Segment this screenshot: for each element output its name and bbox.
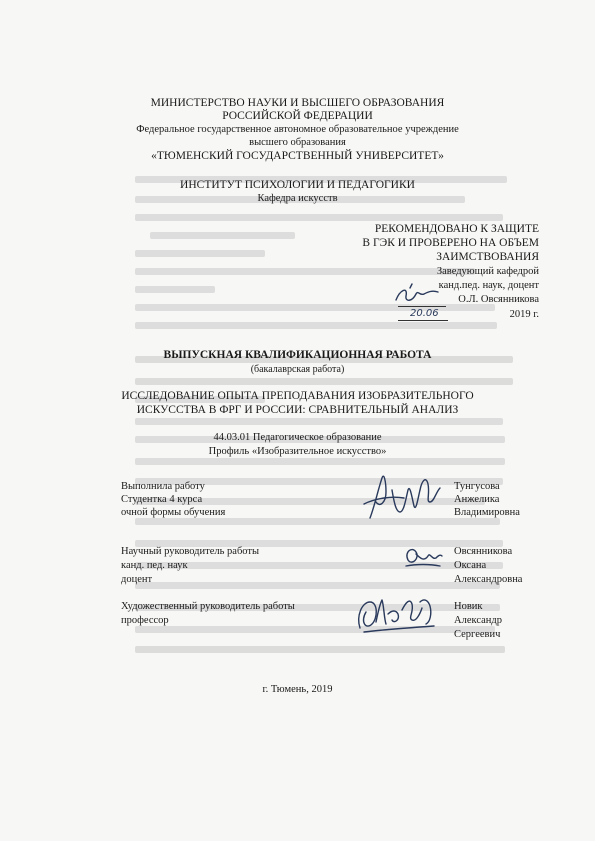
approval-line-2: В ГЭК И ПРОВЕРЕНО НА ОБЪЕМ bbox=[362, 237, 539, 249]
university-name: «ТЮМЕНСКИЙ ГОСУДАРСТВЕННЫЙ УНИВЕРСИТЕТ» bbox=[151, 150, 444, 162]
work-level: (бакалаврская работа) bbox=[250, 364, 345, 375]
supervisor-title: доцент bbox=[121, 574, 153, 585]
approval-line-3: ЗАИМСТВОВАНИЯ bbox=[436, 251, 539, 263]
place-and-year: г. Тюмень, 2019 bbox=[262, 684, 333, 695]
department-name: Кафедра искусств bbox=[257, 193, 338, 204]
author-signature bbox=[356, 468, 448, 524]
art-supervisor-surname: Новик bbox=[454, 601, 483, 612]
supervisor-surname: Овсянникова bbox=[454, 546, 513, 557]
author-status-1: Студентка 4 курса bbox=[121, 494, 203, 505]
ministry-line-2: РОССИЙСКОЙ ФЕДЕРАЦИИ bbox=[222, 110, 373, 122]
approval-line-1: РЕКОМЕНДОВАНО К ЗАЩИТЕ bbox=[374, 223, 539, 235]
author-status-2: очной формы обучения bbox=[121, 507, 226, 518]
supervisor-role: Научный руководитель работы bbox=[121, 546, 260, 557]
author-name: Анжелика bbox=[454, 494, 500, 505]
program-code: 44.03.01 Педагогическое образование bbox=[213, 432, 382, 443]
institution-line-2: высшего образования bbox=[249, 137, 346, 148]
supervisor-degree: канд. пед. наук bbox=[121, 560, 188, 571]
author-role: Выполнила работу bbox=[121, 481, 205, 492]
date-line bbox=[398, 320, 448, 321]
art-supervisor-role: Художественный руководитель работы bbox=[121, 601, 295, 612]
ministry-line-1: МИНИСТЕРСТВО НАУКИ И ВЫСШЕГО ОБРАЗОВАНИЯ bbox=[150, 97, 445, 109]
head-signature bbox=[392, 282, 442, 308]
work-title-line-1: ИССЛЕДОВАНИЕ ОПЫТА ПРЕПОДАВАНИЯ ИЗОБРАЗИТЕЛЬНОГО bbox=[121, 390, 474, 402]
art-supervisor-patronymic: Сергеевич bbox=[454, 629, 501, 640]
head-of-department-title: Заведующий кафедрой bbox=[436, 266, 539, 277]
head-of-department-degree: канд.пед. наук, доцент bbox=[438, 280, 539, 291]
institution-line-1: Федеральное государственное автономное образовательное учреждение bbox=[136, 124, 459, 135]
head-of-department-name: О.Л. Овсянникова bbox=[458, 294, 539, 305]
work-title-line-2: ИСКУССТВА В ФРГ И РОССИИ: СРАВНИТЕЛЬНЫЙ АНАЛИЗ bbox=[136, 404, 459, 416]
supervisor-name: Оксана bbox=[454, 560, 487, 571]
author-surname: Тунгусова bbox=[454, 481, 500, 492]
supervisor-patronymic: Александровна bbox=[454, 574, 523, 585]
institute-name: ИНСТИТУТ ПСИХОЛОГИИ И ПЕДАГОГИКИ bbox=[180, 179, 415, 191]
art-supervisor-signature bbox=[350, 592, 442, 636]
supervisor-signature bbox=[400, 542, 444, 572]
program-profile: Профиль «Изобразительное искусство» bbox=[208, 446, 387, 457]
art-supervisor-title: профессор bbox=[121, 615, 169, 626]
art-supervisor-name: Александр bbox=[454, 615, 502, 626]
work-type: ВЫПУСКНАЯ КВАЛИФИКАЦИОННАЯ РАБОТА bbox=[163, 349, 432, 361]
approval-year: 2019 г. bbox=[509, 309, 539, 320]
author-patronymic: Владимировна bbox=[454, 507, 520, 518]
handwritten-date: 20.06 bbox=[410, 308, 439, 319]
